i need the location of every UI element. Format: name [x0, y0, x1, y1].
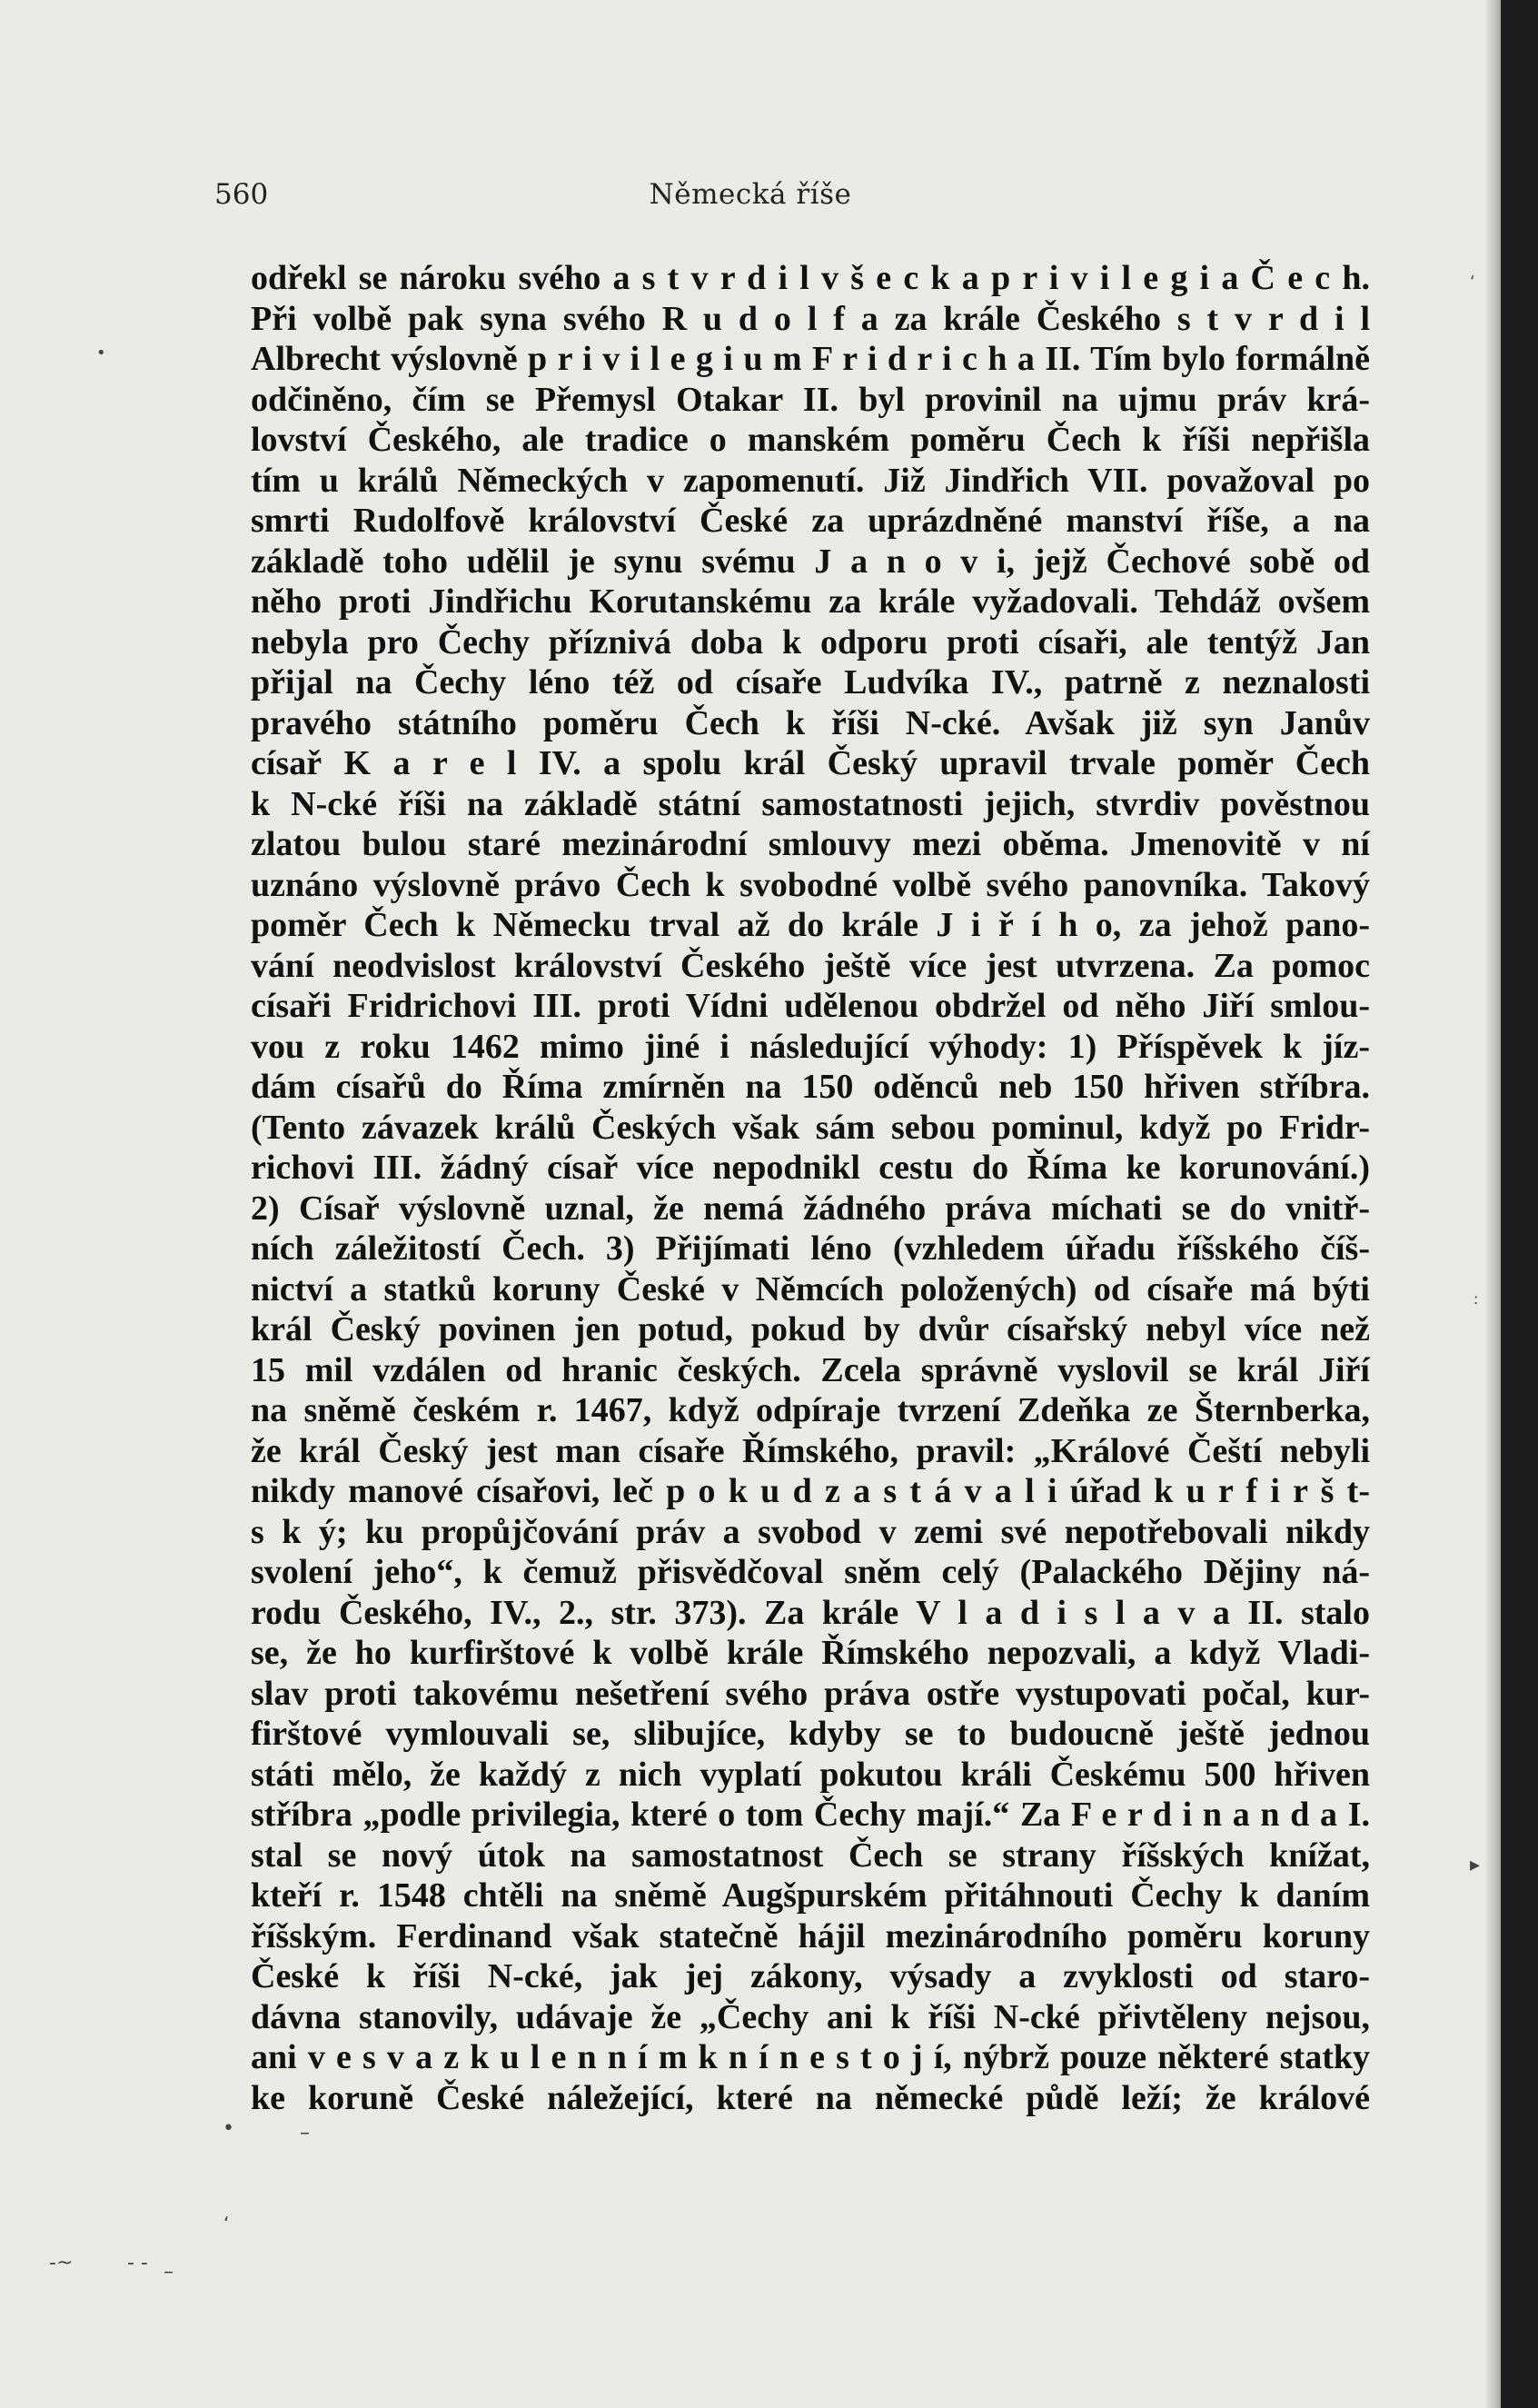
text-line: rodu Českého, IV., 2., str. 373). Za krále V l a d i s l a v a II. stalo	[251, 1593, 1370, 1632]
text-line: firštové vymlouvali se, slibujíce, kdyby se to budoucně ještě jednou	[251, 1715, 1370, 1753]
text-line: ani v e s v a z k u l e n n í m k n í n e s t o j í, nýbrž pouze některé statky	[251, 2038, 1370, 2076]
scan-speck: - -	[127, 2252, 148, 2274]
text-line: na sněmě českém r. 1467, když odpíraje tvrzení Zdeňka ze Šternberka,	[251, 1391, 1370, 1429]
text-line: přijal na Čechy léno též od císaře Ludvíka IV., patrně z neznalosti	[251, 663, 1370, 702]
text-line: nebyla pro Čechy příznivá doba k odporu proti císaři, ale tentýž Jan	[251, 622, 1370, 662]
text-line: slav proti takovému nešetření svého práva ostře vystupovati počal, kur-	[251, 1674, 1370, 1713]
text-line: zlatou bulou staré mezinárodní smlouvy mezi oběma. Jmenovitě v ní	[251, 825, 1370, 863]
text-line: základě toho udělil je synu svému J a n o v i, jejž Čechové sobě od	[251, 542, 1370, 581]
text-line: s k ý; ku propůjčování práv a svobod v zemi své nepotřebovali nikdy	[251, 1512, 1370, 1551]
page-edge-shadow	[1484, 0, 1501, 2408]
text-line: (Tento závazek králů Českých však sám sebou pominul, když po Fridr-	[251, 1108, 1370, 1147]
scan-speck: •	[223, 2117, 234, 2140]
text-line: k N-cké říši na základě státní samostatnosti jejich, stvrdiv pověstnou	[251, 784, 1370, 823]
text-line: odřekl se nároku svého a s t v r d i l v š e c k a p r i v i l e g i a Č e c h.	[251, 259, 1370, 297]
text-line: odčiněno, čím se Přemysl Otakar II. byl provinil na ujmu práv krá-	[251, 380, 1370, 419]
scan-speck: –	[164, 2261, 174, 2284]
text-line: vou z roku 1462 mimo jiné i následující výhody: 1) Příspěvek k jíz-	[251, 1027, 1370, 1066]
scan-speck: •	[96, 343, 106, 363]
text-line: stříbra „podle privilegia, které o tom Čechy mají.“ Za F e r d i n a n d a I.	[251, 1796, 1370, 1834]
page-number: 560	[214, 178, 269, 211]
scan-speck: :	[1474, 1290, 1479, 1308]
text-line: 2) Císař výslovně uznal, že nemá žádného práva míchati se do vnitř-	[251, 1189, 1370, 1228]
text-line: smrti Rudolfově království České za uprázdněné manství říše, a na	[251, 502, 1370, 540]
text-line: 15 mil vzdálen od hranic českých. Zcela správně vyslovil se král Jiří	[251, 1350, 1370, 1389]
text-line: státi mělo, že každý z nich vyplatí pokutou králi Českému 500 hřiven	[251, 1755, 1370, 1794]
text-line: vání neodvislost království Českého ještě více jest utvrzena. Za pomoc	[251, 946, 1370, 985]
text-line: uznáno výslovně právo Čech k svobodné volbě svého panovníka. Takový	[251, 865, 1370, 904]
text-line: České k říši N-cké, jak jej zákony, výsady a zvyklosti od staro-	[251, 1957, 1370, 1995]
text-line: ních záležitostí Čech. 3) Přijímati léno (vzhledem úřadu říšského číš-	[251, 1229, 1370, 1268]
text-line: král Český povinen jen potud, pokud by dvůr císařský nebyl více než	[251, 1310, 1370, 1348]
scan-speck: ‑~	[49, 2252, 74, 2274]
scan-speck: ‘	[223, 2213, 230, 2234]
text-line: říšským. Ferdinand však statečně hájil mezinárodního poměru koruny	[251, 1916, 1370, 1955]
text-line: dám císařů do Říma zmírněn na 150 oděnců neb 150 hřiven stříbra.	[251, 1068, 1370, 1106]
scan-speck: –	[300, 2122, 310, 2144]
text-line: svolení jeho“, k čemuž přisvědčoval sněm celý (Palackého Dějiny ná-	[251, 1553, 1370, 1591]
text-line: stal se nový útok na samostatnost Čech se strany říšských knížat,	[251, 1836, 1370, 1875]
text-line: se, že ho kurfirštové k volbě krále Římského nepozvali, a když Vladi-	[251, 1634, 1370, 1672]
text-line: richovi III. žádný císař více nepodnikl cestu do Říma ke korunování.)	[251, 1149, 1370, 1187]
text-line: císař K a r e l IV. a spolu král Český upravil trvale poměr Čech	[251, 744, 1370, 782]
text-line: Albrecht výslovně p r i v i l e g i u m F r i d r i c h a II. Tím bylo formálně	[251, 340, 1370, 378]
scan-speck: ▸	[1470, 1854, 1481, 1876]
text-line: něho proti Jindřichu Korutanskému za krále vyžadovali. Tehdáž ovšem	[251, 582, 1370, 621]
text-line: pravého státního poměru Čech k říši N-cké. Avšak již syn Janův	[251, 703, 1370, 742]
text-line: ke koruně České náležející, které na německé půdě leží; že králové	[251, 2078, 1370, 2117]
scan-speck: ‘	[1470, 273, 1475, 292]
text-line: že král Český jest man císaře Římského, pravil: „Králové Čeští nebyli	[251, 1431, 1370, 1470]
text-line: Při volbě pak syna svého R u d o l f a za krále Českého s t v r d i l	[251, 299, 1370, 338]
text-line: dávna stanovily, udávaje že „Čechy ani k říši N-cké přivtěleny nejsou,	[251, 1997, 1370, 2036]
running-title: Německá říše	[649, 178, 852, 211]
text-line: tím u králů Německých v zapomenutí. Již Jindřich VII. považoval po	[251, 461, 1370, 500]
text-line: lovství Českého, ale tradice o manském poměru Čech k říši nepřišla	[251, 421, 1370, 459]
body-text	[251, 258, 1370, 2118]
text-line: nictví a statků koruny České v Němcích položených) od císaře má býti	[251, 1269, 1370, 1308]
text-line: kteří r. 1548 chtěli na sněmě Augšpurském přitáhnouti Čechy k daním	[251, 1876, 1370, 1915]
text-line: poměr Čech k Německu trval až do krále J i ř í h o, za jehož pano-	[251, 906, 1370, 944]
text-line: nikdy manové císařovi, leč p o k u d z a s t á v a l i úřad k u r f i r š t-	[251, 1472, 1370, 1510]
text-line: císaři Fridrichovi III. proti Vídni udělenou obdržel od něho Jiří smlou-	[251, 987, 1370, 1025]
